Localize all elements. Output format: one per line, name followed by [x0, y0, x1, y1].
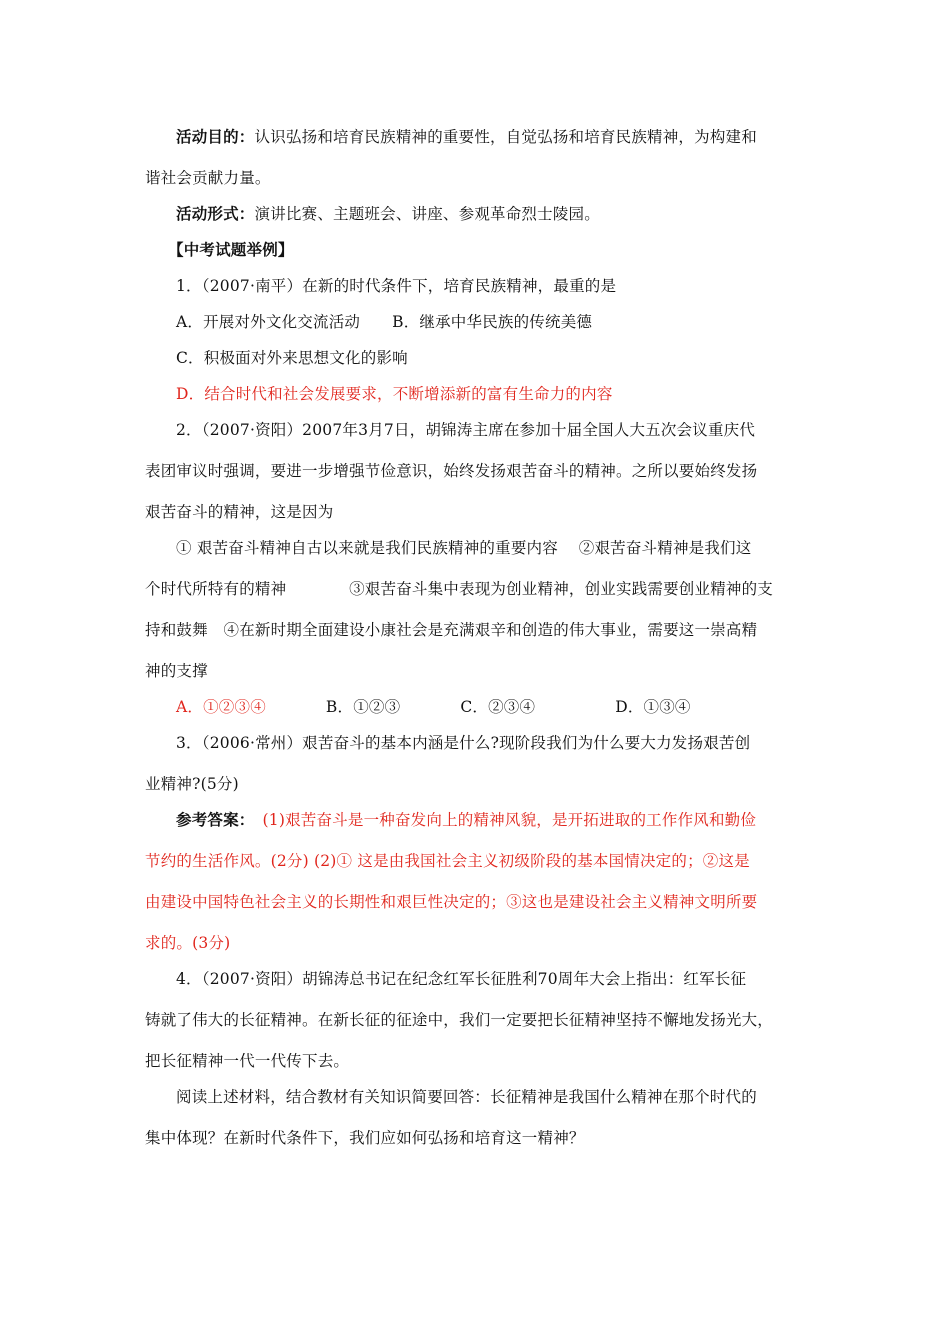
q3-line2: 业精神?(5分)	[145, 775, 239, 793]
activity-purpose-line1	[176, 127, 757, 147]
q4-prompt-line1: 阅读上述材料，结合教材有关知识简要回答：长征精神是我国什么精神在那个时代的	[176, 1088, 757, 1106]
q2-option-c: C．②③④	[460, 698, 536, 716]
activity-form-line	[176, 204, 600, 224]
q2-option-d: D．①③④	[615, 698, 691, 716]
activity-form-label: 活动形式：	[176, 204, 255, 223]
q3-answer-line1	[176, 810, 756, 830]
q2-line3: 艰苦奋斗的精神，这是因为	[145, 503, 334, 521]
q1-option-a: A．开展对外文化交流活动	[176, 313, 361, 331]
q1-option-b: B．继承中华民族的传统美德	[392, 313, 593, 331]
q4-prompt-line2: 集中体现？在新时代条件下，我们应如何弘扬和培育这一精神？	[145, 1129, 585, 1147]
q2-statement-line1: ① 艰苦奋斗精神自古以来就是我们民族精神的重要内容 ②艰苦奋斗精神是我们这	[176, 539, 752, 557]
activity-form-text: 演讲比赛、主题班会、讲座、参观革命烈士陵园。	[254, 205, 600, 223]
q4-line1: 4．（2007·资阳）胡锦涛总书记在纪念红军长征胜利70周年大会上指出：红军长征	[176, 970, 747, 988]
q2-line2: 表团审议时强调，要进一步增强节俭意识，始终发扬艰苦奋斗的精神。之所以要始终发扬	[145, 462, 758, 480]
q2-option-b: B．①②③	[325, 698, 401, 716]
q4-line2: 铸就了伟大的长征精神。在新长征的征途中，我们一定要把长征精神坚持不懈地发扬光大，	[145, 1011, 774, 1029]
section-heading: 【中考试题举例】	[168, 240, 294, 259]
q2-option-a: A．①②③④	[176, 698, 266, 716]
activity-purpose-label: 活动目的：	[176, 127, 255, 146]
q1-options-ab	[176, 312, 592, 332]
q4-line3: 把长征精神一代一代传下去。	[145, 1052, 350, 1070]
q3-answer-line3: 由建设中国特色社会主义的长期性和艰巨性决定的；③这也是建设社会主义精神文明所要	[145, 893, 758, 911]
q2-statement-line4: 神的支撑	[145, 662, 208, 680]
q3-answer-label: 参考答案：	[176, 810, 255, 829]
activity-purpose-text: 认识弘扬和培育民族精神的重要性，自觉弘扬和培育民族精神，为构建和	[254, 128, 757, 146]
q2-line1: 2．（2007·资阳）2007年3月7日，胡锦涛主席在参加十届全国人大五次会议重庆代	[176, 421, 756, 439]
q2-statement-line2: 个时代所特有的精神 ③艰苦奋斗集中表现为创业精神，创业实践需要创业精神的支	[145, 580, 774, 598]
q1-stem: 1．（2007·南平）在新的时代条件下，培育民族精神，最重的是	[176, 277, 617, 295]
q3-answer-text: (1)艰苦奋斗是一种奋发向上的精神风貌，是开拓进取的工作作风和勤俭	[262, 811, 757, 829]
q3-line1: 3．（2006·常州）艰苦奋斗的基本内涵是什么?现阶段我们为什么要大力发扬艰苦创	[176, 734, 751, 752]
q2-statement-line3: 持和鼓舞 ④在新时期全面建设小康社会是充满艰辛和创造的伟大事业，需要这一崇高精	[145, 621, 758, 639]
q3-answer-line4: 求的。(3分)	[145, 934, 231, 952]
q1-option-c: C．积极面对外来思想文化的影响	[176, 349, 408, 367]
q3-answer-line2: 节约的生活作风。(2分) (2)① 这是由我国社会主义初级阶段的基本国情决定的；②这是	[145, 852, 750, 870]
q1-option-d: D．结合时代和社会发展要求，不断增添新的富有生命力的内容	[176, 385, 613, 403]
activity-purpose-line2: 谐社会贡献力量。	[145, 169, 271, 187]
q2-options	[176, 697, 691, 717]
